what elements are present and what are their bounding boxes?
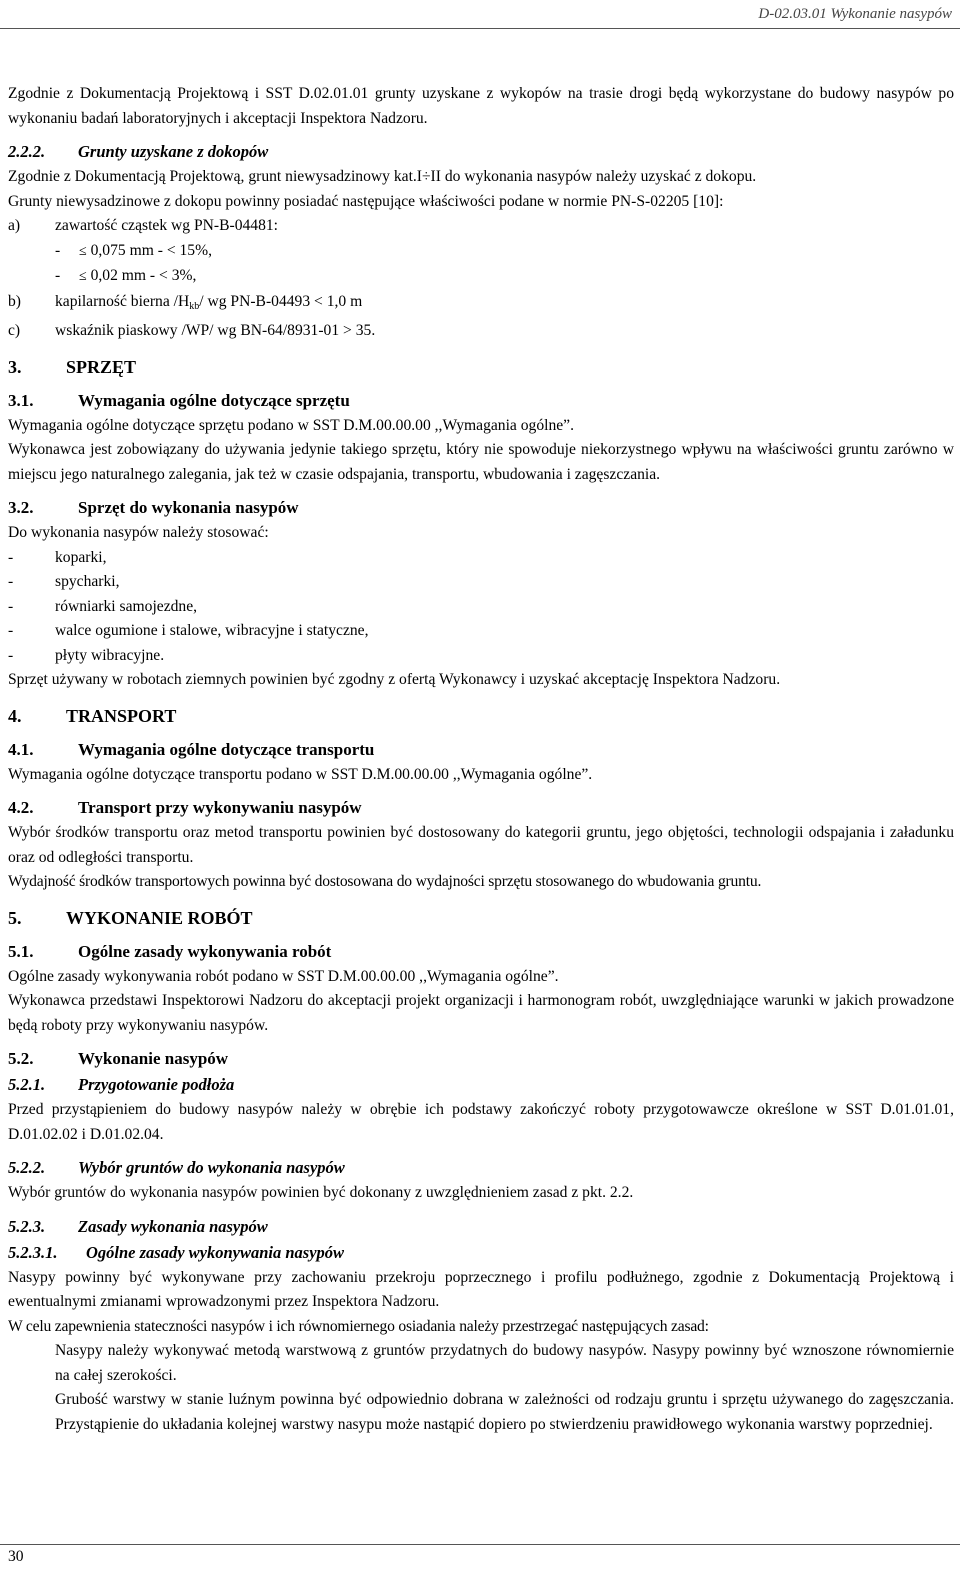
section-number: 5.2.	[8, 1049, 34, 1068]
section-title: Wybór gruntów do wykonania nasypów	[78, 1158, 345, 1177]
list-text: Grubość warstwy w stanie luźnym powinna być odpowiednio dobrana w zależności od rodzaju gruntu i sprzętu używanego do zagęszczania. Przystąpienie do układania kolejnej warstwy nasypu może nastąpić dopiero po stwierdzeniu prawidłowego wykonania warstwy poprzedniej.	[55, 1391, 954, 1433]
list-text: zawartość cząstek wg PN-B-04481:	[55, 217, 279, 234]
section-title: Transport przy wykonywaniu nasypów	[78, 798, 362, 817]
equipment-item	[8, 595, 954, 620]
list-text: 0,075 mm - < 15%,	[86, 241, 212, 259]
list-text: płyty wibracyjne.	[55, 646, 165, 664]
section-5-1-heading	[8, 939, 954, 965]
equipment-item	[8, 546, 954, 571]
section-title: Zasady wykonania nasypów	[78, 1216, 268, 1236]
section-3-heading	[8, 354, 954, 380]
sub-item-2	[8, 264, 954, 290]
section-2-2-2-heading	[8, 139, 954, 165]
footer-divider	[0, 1544, 960, 1545]
s521-paragraph-1: Przed przystąpieniem do budowy nasypów należy w obrębie ich podstawy zakończyć roboty przygotowawcze określone w SST D.01.01.01, D.01.02.02 i D.01.02.04.	[8, 1101, 954, 1143]
page-number: 30	[8, 1548, 24, 1565]
s32-paragraph-1: Do wykonania nasypów należy stosować:	[8, 524, 269, 541]
document-body	[8, 82, 954, 1437]
dash-marker: -	[8, 573, 14, 590]
section-title: Ogólne zasady wykonywania nasypów	[86, 1242, 345, 1262]
section-5-heading	[8, 905, 954, 931]
section-number: 3.	[8, 356, 22, 377]
section-number: 5.2.1.	[8, 1075, 46, 1094]
s51-paragraph-2: Wykonawca przedstawi Inspektorowi Nadzoru do akceptacji projekt organizacji i harmonogram robót, uwzględniające warunki w jakich prowadzone będą roboty przy wykonywaniu nasypów.	[8, 992, 954, 1034]
list-item-a	[8, 214, 954, 239]
section-5-2-heading	[8, 1046, 954, 1072]
section-5-2-3-heading	[8, 1214, 954, 1240]
less-equal-sign: ≤	[79, 243, 87, 259]
section-3-2-heading	[8, 495, 954, 521]
section-title: Sprzęt do wykonania nasypów	[78, 498, 299, 517]
intro-paragraph: Zgodnie z Dokumentacją Projektową i SST D.02.01.01 grunty uzyskane z wykopów na trasie drogi będą wykorzystane do budowy nasypów po wykonaniu badań laboratoryjnych i akceptacji Inspektora Nadzoru.	[8, 85, 954, 127]
list-text: równiarki samojezdne,	[55, 597, 198, 615]
section-title: WYKONANIE ROBÓT	[66, 907, 253, 928]
section-number: 4.	[8, 705, 22, 726]
dash-marker: -	[55, 267, 61, 284]
section-number: 5.1.	[8, 941, 34, 961]
section-number: 5.2.3.1.	[8, 1242, 58, 1262]
list-text: walce ogumione i stalowe, wibracyjne i statyczne,	[55, 622, 369, 639]
list-text: / wg PN-B-04493 < 1,0 m	[199, 292, 363, 310]
page-header	[0, 0, 960, 30]
list-label: a)	[8, 217, 21, 234]
s41-paragraph-1: Wymagania ogólne dotyczące transportu podano w SST D.M.00.00.00 ,,Wymagania ogólne”.	[8, 765, 593, 783]
section-number: 3.2.	[8, 498, 34, 517]
subscript: kb	[189, 300, 200, 312]
list-text: koparki,	[55, 548, 107, 566]
page-footer	[0, 1544, 960, 1572]
list-item-b	[8, 290, 954, 320]
section-4-heading	[8, 703, 954, 729]
list-text: Nasypy należy wykonywać metodą warstwową z gruntów przydatnych do budowy nasypów. Nasypy powinny być wznoszone równomiernie na całej szerokości.	[55, 1342, 954, 1384]
list-label: c)	[8, 322, 21, 339]
rule-item-b	[8, 1388, 954, 1437]
header-divider	[0, 28, 960, 29]
list-label: b)	[8, 292, 21, 310]
equipment-item	[8, 570, 954, 595]
list-text: kapilarność bierna /H	[55, 292, 190, 310]
section-number: 5.2.2.	[8, 1158, 46, 1177]
list-text: spycharki,	[55, 573, 120, 590]
section-title: Ogólne zasady wykonywania robót	[78, 941, 332, 961]
section-number: 5.2.3.	[8, 1216, 46, 1236]
s42-paragraph-2: Wydajność środków transportowych powinna być dostosowana do wydajności sprzętu stosowanego do wbudowania gruntu.	[8, 873, 762, 890]
equipment-item	[8, 619, 954, 644]
section-4-1-heading	[8, 737, 954, 763]
dash-marker: -	[55, 241, 61, 259]
dash-marker: -	[8, 548, 14, 566]
section-title: Grunty uzyskane z dokopów	[78, 142, 269, 161]
section-title: Wymagania ogólne dotyczące sprzętu	[78, 390, 350, 410]
s222-paragraph-2: Grunty niewysadzinowe z dokopu powinny posiadać następujące właściwości podane w normie PN-S-02205 [10]:	[8, 192, 724, 210]
list-label	[8, 1339, 55, 1364]
text-run: do wykonania nasypów należy uzyskać z dokopu.	[440, 168, 757, 185]
s31-paragraph-1: Wymagania ogólne dotyczące sprzętu podano w SST D.M.00.00.00 ,,Wymagania ogólne”.	[8, 416, 574, 434]
section-title: Przygotowanie podłoża	[78, 1075, 235, 1094]
s5231-paragraph-1: Nasypy powinny być wykonywane przy zachowaniu przekroju poprzecznego i profilu podłużnego, zgodnie z Dokumentacją Projektową i ewentualnymi zmianami wprowadzonymi przez Inspektora Nadzoru.	[8, 1268, 954, 1310]
s31-paragraph-2: Wykonawca jest zobowiązany do używania jedynie takiego sprzętu, który nie spowoduje niekorzystnego wpływu na właściwości gruntu zarówno w miejscu jego naturalnego zalegania, jak też w czasie odspajania, transportu, wbudowania i zagęszczania.	[8, 441, 954, 483]
section-title: Wymagania ogólne dotyczące transportu	[78, 739, 375, 759]
rule-item-a	[8, 1339, 954, 1388]
section-title: TRANSPORT	[66, 705, 177, 726]
s222-paragraph-1	[8, 165, 954, 190]
section-title: SPRZĘT	[66, 356, 137, 377]
sub-item-1	[8, 239, 954, 265]
list-text: 0,02 mm - < 3%,	[86, 267, 197, 284]
section-number: 3.1.	[8, 390, 34, 410]
list-text: wskaźnik piaskowy /WP/ wg BN-64/8931-01 > 35.	[55, 322, 376, 339]
section-number: 4.2.	[8, 798, 34, 817]
s32-paragraph-2: Sprzęt używany w robotach ziemnych powinien być zgodny z ofertą Wykonawcy i uzyskać akceptację Inspektora Nadzoru.	[8, 671, 781, 688]
soil-category: I÷II	[416, 168, 441, 185]
section-5-2-2-heading	[8, 1155, 954, 1181]
list-item-c	[8, 319, 954, 344]
section-5-2-1-heading	[8, 1072, 954, 1098]
s522-paragraph-1: Wybór gruntów do wykonania nasypów powinien być dokonany z uwzględnieniem zasad z pkt. 2.2.	[8, 1184, 634, 1201]
section-4-2-heading	[8, 795, 954, 821]
section-title: Wykonanie nasypów	[78, 1049, 229, 1068]
s42-paragraph-1: Wybór środków transportu oraz metod transportu powinien być dostosowany do kategorii gruntu, jego objętości, technologii odspajania i załadunku oraz od odległości transportu.	[8, 824, 954, 866]
section-number: 2.2.2.	[8, 142, 46, 161]
s51-paragraph-1: Ogólne zasady wykonywania robót podano w SST D.M.00.00.00 ,,Wymagania ogólne”.	[8, 967, 559, 985]
list-label	[8, 1388, 55, 1413]
s5231-paragraph-2: W celu zapewnienia stateczności nasypów i ich równomiernego osiadania należy przestrzegać następujących zasad:	[8, 1317, 709, 1335]
section-3-1-heading	[8, 388, 954, 414]
dash-marker: -	[8, 622, 14, 639]
dash-marker: -	[8, 597, 14, 615]
section-5-2-3-1-heading	[8, 1240, 954, 1266]
equipment-item	[8, 644, 954, 669]
dash-marker: -	[8, 646, 14, 664]
section-number: 4.1.	[8, 739, 34, 759]
less-equal-sign: ≤	[79, 269, 87, 284]
document-code-title: D-02.03.01 Wykonanie nasypów	[758, 6, 952, 22]
text-run: Zgodnie z Dokumentacją Projektową, grunt niewysadzinowy kat.	[8, 168, 417, 185]
section-number: 5.	[8, 907, 22, 928]
